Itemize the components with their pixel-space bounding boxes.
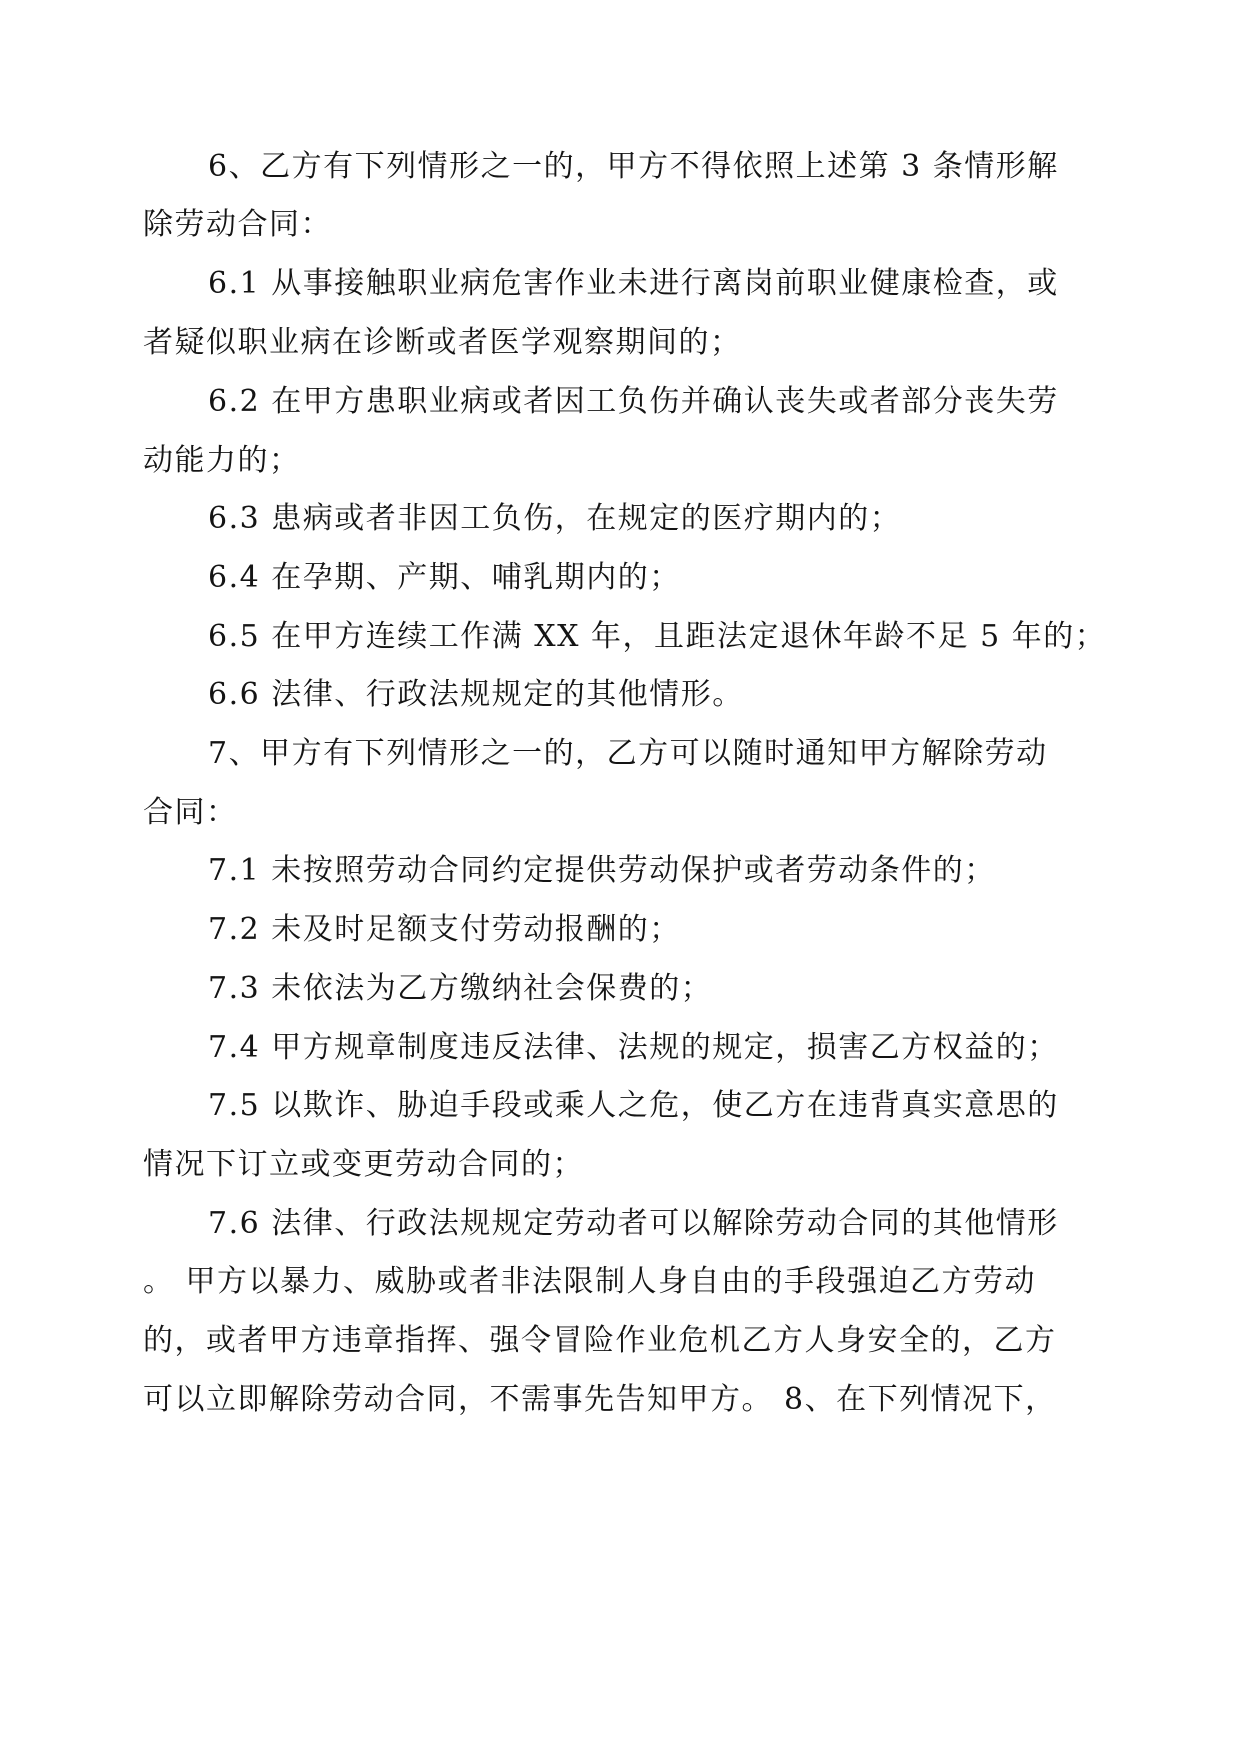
clause-8-start: 可以立即解除劳动合同，不需事先告知甲方。 8、在下列情况下， [143,1382,1057,1417]
clause-6-4: 6.4 在孕期、产期、哺乳期内的； [208,560,681,595]
clause-7-6-cont-2: 的，或者甲方违章指挥、强令冒险作业危机乙方人身安全的，乙方 [143,1323,1057,1358]
clause-6-1: 6.1 从事接触职业病危害作业未进行离岗前职业健康检查，或 [208,266,1059,301]
clause-7-heading: 7、甲方有下列情形之一的，乙方可以随时通知甲方解除劳动 [208,736,1048,771]
clause-6-2: 6.2 在甲方患职业病或者因工负伤并确认丧失或者部分丧失劳 [208,384,1059,419]
clause-7-5-cont: 情况下订立或变更劳动合同的； [143,1147,584,1182]
clause-6-6: 6.6 法律、行政法规规定的其他情形。 [208,677,744,712]
clause-6-1-cont: 者疑似职业病在诊断或者医学观察期间的； [143,325,742,360]
clause-7-4: 7.4 甲方规章制度违反法律、法规的规定，损害乙方权益的； [208,1030,1059,1065]
clause-6-3: 6.3 患病或者非因工负伤，在规定的医疗期内的； [208,501,902,536]
clause-7-5: 7.5 以欺诈、胁迫手段或乘人之危，使乙方在违背真实意思的 [208,1088,1059,1123]
clause-6-heading: 6、乙方有下列情形之一的，甲方不得依照上述第 3 条情形解 [208,149,1059,184]
clause-6-heading-cont: 除劳动合同： [143,207,332,242]
clause-7-6: 7.6 法律、行政法规规定劳动者可以解除劳动合同的其他情形 [208,1206,1059,1241]
clause-7-heading-cont: 合同： [143,795,238,830]
clause-7-6-cont: 。 甲方以暴力、威胁或者非法限制人身自由的手段强迫乙方劳动 [143,1264,1037,1299]
clause-7-2: 7.2 未及时足额支付劳动报酬的； [208,912,681,947]
clause-7-3: 7.3 未依法为乙方缴纳社会保费的； [208,971,713,1006]
clause-6-5: 6.5 在甲方连续工作满 XX 年，且距法定退休年龄不足 5 年的； [208,619,1107,654]
clause-7-1: 7.1 未按照劳动合同约定提供劳动保护或者劳动条件的； [208,853,996,888]
clause-6-2-cont: 动能力的； [143,443,301,478]
